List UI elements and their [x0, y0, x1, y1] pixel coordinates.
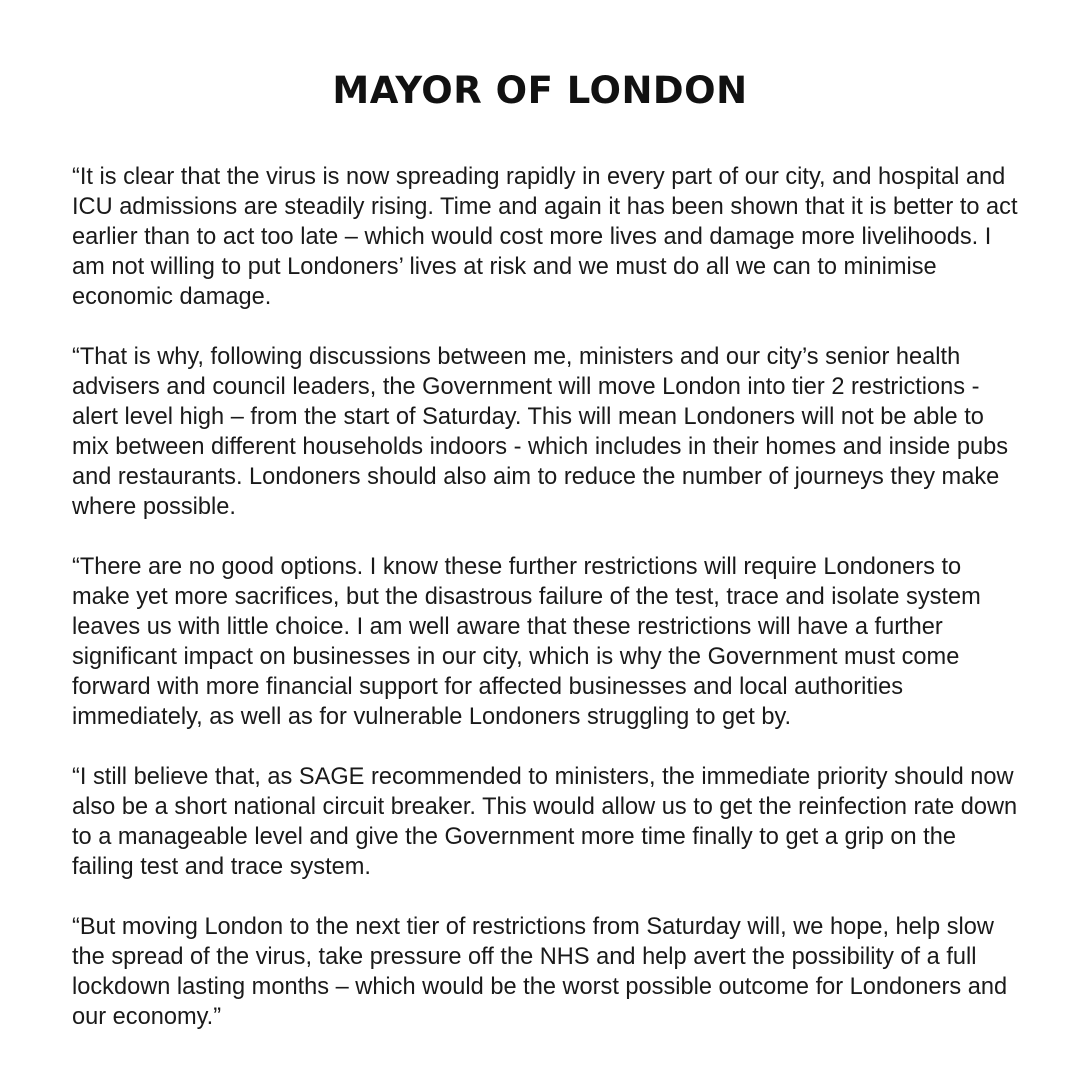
statement-paragraph-5: “But moving London to the next tier of restrictions from Saturday will, we hope, help slow the spread of the virus, take pressure off the NHS and help avert the possibility of a full lockdown lasting months – which would be the worst possible outcome for Londoners and our economy.”	[72, 914, 1008, 1030]
statement-body	[72, 162, 1022, 1032]
statement-paragraph-1: “It is clear that the virus is now spreading rapidly in every part of our city, and hospital and ICU admissions are steadily rising. Time and again it has been shown that it is better to act earlier than to act too late – which would cost more lives and damage more livelihoods. I am not willing to put Londoners’ lives at risk and we must do all we can to minimise economic damage.	[72, 164, 1018, 310]
statement-paragraph-2: “That is why, following discussions between me, ministers and our city’s senior health advisers and council leaders, the Government will move London into tier 2 restrictions - alert level high – from the start of Saturday. This will mean Londoners will not be able to mix between different households indoors - which includes in their homes and inside pubs and restaurants. Londoners should also aim to reduce the number of journeys they make where possible.	[72, 344, 1008, 520]
statement-paragraph-4: “I still believe that, as SAGE recommended to ministers, the immediate priority should now also be a short national circuit breaker. This would allow us to get the reinfection rate down to a manageable level and give the Government more time finally to get a grip on the failing test and trace system.	[72, 764, 1018, 880]
mayor-of-london-logo: MAYOR OF LONDON	[332, 69, 748, 112]
statement-paragraph-3: “There are no good options. I know these further restrictions will require Londoners to make yet more sacrifices, but the disastrous failure of the test, trace and isolate system leaves us with little choice. I am well aware that these restrictions will have a further significant impact on businesses in our city, which is why the Government must come forward with more financial support for affected businesses and local authorities immediately, as well as for vulnerable Londoners struggling to get by.	[72, 554, 981, 730]
